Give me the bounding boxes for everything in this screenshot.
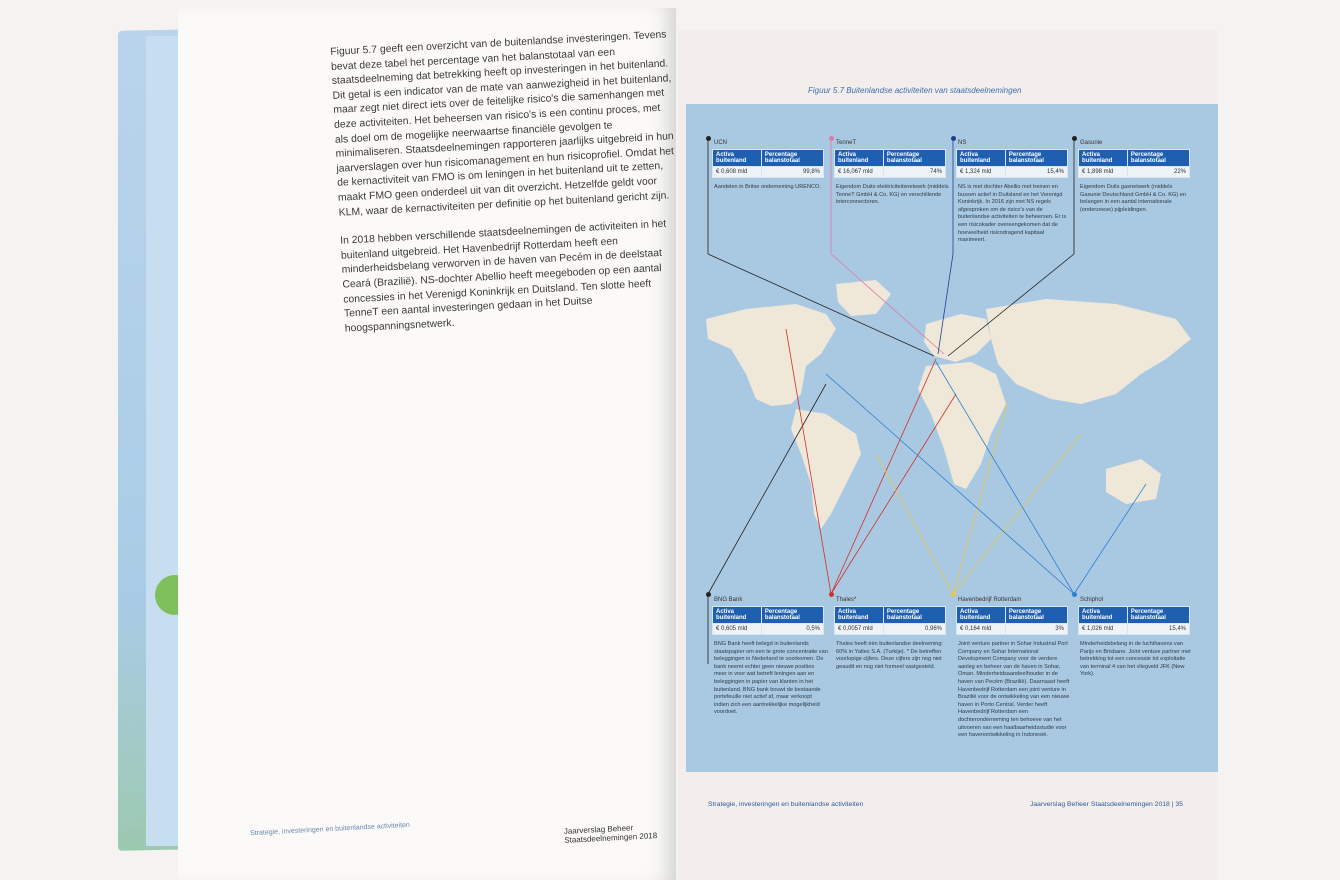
ucn-anchor-dot <box>706 136 711 141</box>
right-footer-page-number: Jaarverslag Beheer Staatsdeelnemingen 2018 | 35 <box>1030 801 1183 808</box>
col-percentage: Percentage balanstotaal <box>1127 150 1189 167</box>
col-activa: Activa buitenland <box>835 150 884 167</box>
col-percentage: Percentage balanstotaal <box>761 150 823 167</box>
col-activa: Activa buitenland <box>957 607 1006 624</box>
company-description: Thales heeft één buitenlandse deelneming: 60% in Yaltes S.A. (Turkije). * De betreffen voorlopige cijfers. Deze cijfers zijn nog niet geaudit en nog niet formeel vastgesteld. <box>836 641 943 670</box>
map-africa <box>918 362 1006 489</box>
company-card-havenbedrijf-rotterdam <box>956 597 1074 740</box>
company-description: Aandelen in Britse onderneming URENCO. <box>714 184 821 190</box>
company-table <box>834 606 946 635</box>
map-asia <box>986 299 1191 404</box>
company-card-ns <box>956 140 1074 245</box>
left-footer-report-title: Jaarverslag Beheer Staatsdeelnemingen 2018 <box>563 823 658 845</box>
activa-value: € 16,067 mld <box>835 167 884 178</box>
company-card-bng-bank <box>712 597 830 717</box>
percentage-value: 0,96% <box>883 624 945 635</box>
company-name: NS <box>958 140 967 146</box>
right-page <box>678 30 1218 880</box>
company-table <box>712 606 824 635</box>
percentage-value: 22% <box>1127 167 1189 178</box>
col-percentage: Percentage balanstotaal <box>883 150 945 167</box>
bng-anchor-dot <box>706 592 711 597</box>
activa-value: € 0,608 mld <box>713 167 762 178</box>
company-table <box>956 606 1068 635</box>
col-percentage: Percentage balanstotaal <box>1127 607 1189 624</box>
paragraph-2018: In 2018 hebben verschillende staatsdeelnemingen de activiteiten in het buitenland uitgebreid. Het Havenbedrijf Rotterdam heeft een minderheidsbelang verworven in de haven van Pecém in de deelstaat Ceará (Brazilië). NS-dochter Abellio heeft meegeboden op een aantal concessies in het Verenigd Koninkrijk en Duitsland. Ten slotte heeft TenneT een aantal investeringen gedaan in het Duitse hoogspanningsnetwerk. <box>339 218 667 335</box>
left-page <box>178 8 676 880</box>
col-percentage: Percentage balanstotaal <box>1005 607 1067 624</box>
col-activa: Activa buitenland <box>713 150 762 167</box>
company-name: Gasunie <box>1080 140 1103 146</box>
activa-value: € 1,026 mld <box>1079 624 1128 635</box>
company-card-tennet <box>834 140 952 207</box>
company-card-gasunie <box>1078 140 1196 214</box>
company-description: Joint venture partner in Sohar Industrial Port Company en Sohar International Development Company voor de verdere aanleg en beheer van de haven in Sohar, Oman. Minderheidsaandeelhouder in de haven van Pecém (Brazilië). Daarnaast heeft Havenbedrijf Rotterdam een joint venture in Brazilië voor de ontwikkeling van een nieuwe haven in Porto Central. Verder heeft Havenbedrijf Rotterdam een dochteronderneming ten behoeve van het uitvoeren van een haalbaarheidsstudie voor een havenontwikkeling in Indonesië. <box>958 641 1070 739</box>
percentage-value: 3% <box>1005 624 1067 635</box>
company-table <box>712 149 824 178</box>
company-name: Thales* <box>836 597 857 603</box>
activa-value: € 0,0057 mld <box>835 624 884 635</box>
company-description: BNG Bank heeft belegd in buitenlands staatspapier om een te grote concentratie van beleggingen in Nederland te voorkomen. De bank neemt echter geen nieuwe posities meer in voor wat betreft leningen aan en beleggingen in papier van klanten in het buitenland. BNG bank bouwt de bestaande portefeuille niet actief af, maar verkoopt indien zich een aantrekkelijke mogelijkheid voordoet. <box>714 641 828 716</box>
company-name: Havenbedrijf Rotterdam <box>958 597 1022 603</box>
col-activa: Activa buitenland <box>957 150 1006 167</box>
company-description: Eigendom Duits elektriciteitsnetwerk (middels TenneT GmbH & Co. KG) en verschillende interconnectoren. <box>836 184 949 206</box>
col-percentage: Percentage balanstotaal <box>883 607 945 624</box>
paragraph-intro: Figuur 5.7 geeft een overzicht van de buitenlandse investeringen. Tevens bevat deze tabel het percentage van het balanstotaal van een staatsdeelneming dat betrekking heeft op investeringen in het buitenland. Dit getal is een indicator van de mate van aanwezigheid in het buitenland, maar zegt niet direct iets over de feitelijke risico's die samenhangen met deze activiteiten. Het beheersen van risico's is een continu proces, met als doel om de mogelijke neerwaartse financiële gevolgen te minimaliseren. Staatsdeelnemingen rapporteren jaarlijks uitgebreid in hun jaarverslagen over hun risicomanagement en hun risicoprofiel. Omdat het de kernactiviteit van FMO is om leningen in het buitenland uit te zetten, maakt FMO geen onderdeel uit van dit overzicht. Hetzelfde geldt voor KLM, waar de kernactiviteiten per definitie op het buitenland gericht zijn. <box>330 29 675 219</box>
map-panel <box>686 104 1218 772</box>
percentage-value: 74% <box>883 167 945 178</box>
map-north-america <box>706 304 836 406</box>
company-name: UCN <box>714 140 727 146</box>
percentage-value: 15,4% <box>1127 624 1189 635</box>
right-footer-section: Strategie, investeringen en buitenlandse activiteiten <box>708 801 864 808</box>
activa-value: € 1,324 mld <box>957 167 1006 178</box>
percentage-value: 0,5% <box>761 624 823 635</box>
company-table <box>956 149 1068 178</box>
percentage-value: 15,4% <box>1005 167 1067 178</box>
company-name: TenneT <box>836 140 857 146</box>
col-activa: Activa buitenland <box>713 607 762 624</box>
map-australia <box>1106 459 1161 504</box>
company-card-schiphol <box>1078 597 1196 679</box>
company-name: Schiphol <box>1080 597 1104 603</box>
activa-value: € 0,164 mld <box>957 624 1006 635</box>
col-percentage: Percentage balanstotaal <box>761 607 823 624</box>
percentage-value: 99,8% <box>761 167 823 178</box>
map-europe <box>924 314 991 362</box>
company-name: BNG Bank <box>714 597 743 603</box>
left-footer-section: Strategie, investeringen en buitenlandse activiteiten <box>249 821 411 838</box>
activa-value: € 0,605 mld <box>713 624 762 635</box>
company-table <box>1078 149 1190 178</box>
company-table <box>1078 606 1190 635</box>
activa-value: € 1,898 mld <box>1079 167 1128 178</box>
company-description: Eigendom Duits gasnetwerk (middels Gasunie Deutschland GmbH & Co. KG) en belangen in een aantal internationale (onderzeese) pijpleidingen. <box>1080 184 1187 213</box>
company-card-ucn <box>712 140 830 192</box>
company-description: Minderheidsbelang in de luchthavens van Parijs en Brisbane. Joint venture partner met betrekking tot een concessie tot exploitatie van terminal 4 van het vliegveld JFK (New York). <box>1080 641 1191 678</box>
col-activa: Activa buitenland <box>835 607 884 624</box>
company-description: NS is met dochter Abellio met treinen en bussen actief in Duitsland en het Verenigd Koninkrijk. In 2016 zijn met NS regels afgesproken om de risico's van de buitenlandse activiteiten te beheersen. Er is een risicokader overeengekomen dat de hoeveelheid risicodragend kapitaal maximeert. <box>958 184 1067 244</box>
col-percentage: Percentage balanstotaal <box>1005 150 1067 167</box>
figure-title: Figuur 5.7 Buitenlandse activiteiten van staatsdeelnemingen <box>808 86 1022 95</box>
map-greenland <box>836 280 891 316</box>
col-activa: Activa buitenland <box>1079 150 1128 167</box>
company-card-thales <box>834 597 952 671</box>
left-page-body <box>330 28 686 351</box>
col-activa: Activa buitenland <box>1079 607 1128 624</box>
company-table <box>834 149 946 178</box>
